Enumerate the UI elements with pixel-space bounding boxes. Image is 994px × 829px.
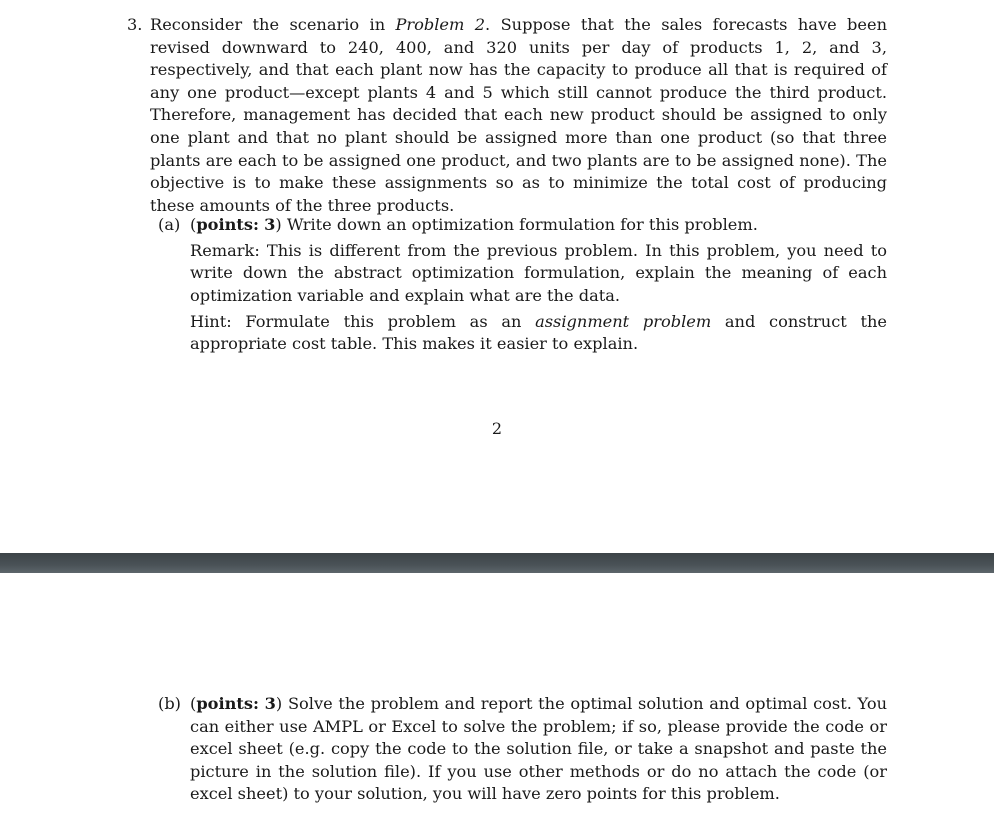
- part-a-points-close: ): [275, 215, 282, 234]
- part-a-hint-end: and construct the appropriate cost table. This makes it easier to explain.: [190, 311, 887, 354]
- part-b-points-label: points:: [196, 694, 259, 713]
- part-b: [158, 693, 887, 809]
- part-b-content: [190, 693, 887, 806]
- part-a-points-label: points:: [196, 215, 259, 234]
- part-a-content: [190, 214, 887, 356]
- problem-reference: Problem 2: [395, 15, 486, 34]
- part-a-hint-emphasis: assignment problem: [535, 311, 712, 331]
- part-a-points-value: 3: [264, 215, 276, 234]
- part-a-points-open: (: [190, 215, 197, 234]
- part-b-label: (b): [158, 694, 181, 713]
- part-a-remark: Remark: This is different from the previous problem. In this problem, you need to write down the abstract optimization formulation, explain the meaning of each optimization variable and explain what are the data.: [190, 240, 887, 305]
- part-a-label: (a): [158, 215, 181, 234]
- problem-text-rest: . Suppose that the sales forecasts have been revised downward to 240, 400, and 320 units per day of products 1, 2, and 3, respectively, and that each plant now has the capacity to produce all that is required of any one product—except plants 4 and 5 which still cannot produce the third product. Therefore, management has decided that each new product should be assigned to only one plant and that no plant should be assigned more than one product (so that three plants are each to be assigned one product, and two plants are to be assigned none). The objective is to make these assignments so as to minimize the total cost of producing these amounts of the three products.: [150, 15, 887, 215]
- part-b-points-open: (: [190, 694, 197, 713]
- page-separator: [0, 553, 994, 573]
- part-b-points-close: ): [275, 694, 283, 713]
- problem-3: [127, 14, 887, 217]
- part-a-task-line: [190, 214, 887, 237]
- problem-number: 3.: [127, 15, 143, 34]
- page-number: 2: [491, 419, 503, 438]
- part-a-hint-start: Hint: Formulate this problem as an: [190, 311, 536, 331]
- part-a-hint: [190, 311, 887, 356]
- part-a: [158, 214, 887, 359]
- problem-text-start: Reconsider the scenario in: [150, 15, 396, 34]
- part-a-task: Write down an optimization formulation for this problem.: [281, 215, 758, 234]
- part-b-points-value: 3: [264, 694, 276, 713]
- part-b-task: Solve the problem and report the optimal solution and optimal cost. You can either use AMPL or Excel to solve the problem; if so, please provide the code or excel sheet (e.g. copy the code to the solution file, or take a snapshot and paste the picture in the solution file). If you use other methods or do no attach the code (or excel sheet) to your solution, you will have zero points for this problem.: [190, 694, 887, 804]
- part-b-task-line: [190, 693, 887, 806]
- problem-statement: [150, 14, 887, 217]
